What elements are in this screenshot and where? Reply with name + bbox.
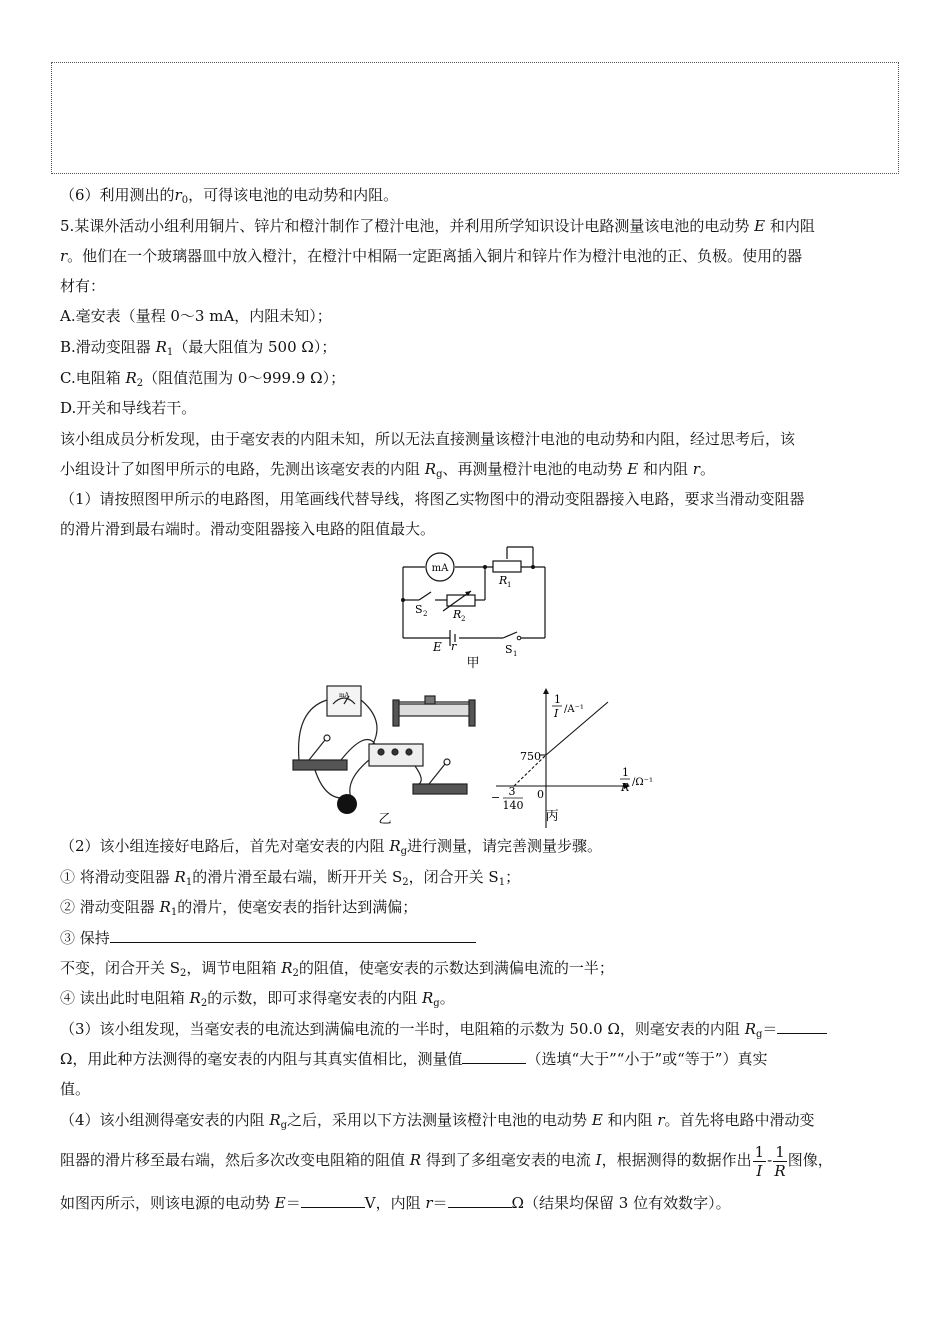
- part2-line1: （2）该小组连接好电路后，首先对毫安表的内阻 $R_g$进行测量，请完善测量步骤。: [60, 837, 603, 857]
- circuit-diagram-jia: [395, 545, 555, 675]
- part4-line1: （4）该小组测得毫安表的内阻 $R_g$之后，采用以下方法测量该橙汁电池的电动势 E 和内阻 r。首先将电路中滑动变: [60, 1111, 815, 1131]
- x-label-num: 1: [622, 766, 629, 779]
- r1-label: R: [499, 574, 508, 587]
- r1-sub: 1: [507, 581, 512, 589]
- analysis-line1: 该小组成员分析发现，由于毫安表的内阻未知，所以无法直接测量该橙汁电池的电动势和内阻，经过思考后，该: [60, 430, 796, 448]
- step4-line: ④ 读出此时电阻箱 $R_2$的示数，即可求得毫安表的内阻 $R_g$。: [60, 989, 455, 1009]
- step3-continue-line: 不变，闭合开关 $S_2$，调节电阻箱 $R_2$的阻值，使毫安表的示数达到满偏电流的一半；: [60, 959, 614, 979]
- x-intercept-sign: −: [491, 791, 501, 804]
- part3-line2: Ω，用此种方法测得的毫安表的内阻与其真实值相比，测量值 （选填“大于”“小于”或“等于”）真实: [60, 1050, 768, 1068]
- answer-box: [51, 62, 899, 174]
- item-a: A.毫安表（量程 0～3 mA，内阻未知）；: [60, 307, 332, 325]
- x-intercept-den: 140: [502, 799, 524, 812]
- step3-line: ③ 保持: [60, 928, 476, 948]
- part4-line3: 如图丙所示，则该电源的电动势 E＝ V，内阻 r＝ Ω（结果均保留 3 位有效数字）。: [60, 1194, 731, 1212]
- step2-line: ② 滑动变阻器 $R_1$的滑片，使毫安表的指针达到满偏；: [60, 898, 418, 918]
- fraction-one-over-i: $\frac{1}{I}$: [754, 1142, 765, 1180]
- s1-sub: 1: [513, 650, 518, 658]
- item-b: B.滑动变阻器 $R_1$（最大阻值为 500 Ω）；: [60, 338, 337, 358]
- part4-line2: 阻器的滑片移至最右端，然后多次改变电阻箱的阻值 R 得到了多组毫安表的电流 I，根据测得的数据作出 $\frac{1}{I}$ - $\frac{1}{R}$ 图像，: [60, 1142, 833, 1180]
- part3-line3: 值。: [60, 1080, 91, 1098]
- fraction-one-over-r: $\frac{1}{R}$: [774, 1142, 786, 1180]
- comparison-blank[interactable]: [462, 1049, 526, 1064]
- x-label-den: R: [621, 781, 630, 794]
- part3-line1: （3）该小组发现，当毫安表的电流达到满偏电流的一半时，电阻箱的示数为 50.0 Ω，则毫安表的内阻 $R_g=$: [60, 1019, 827, 1039]
- y-label-num: 1: [554, 693, 561, 706]
- s1-label: S: [505, 643, 513, 656]
- x-unit: /Ω⁻¹: [632, 777, 653, 788]
- r2-sub: 2: [461, 615, 466, 623]
- part1-line2: 的滑片滑到最右端时。滑动变阻器接入电路的阻值最大。: [60, 520, 436, 538]
- caption-bing: 丙: [545, 809, 559, 824]
- s2-label: S: [415, 603, 423, 616]
- part1-line1: （1）请按照图甲所示的电路图，用笔画线代替导线，将图乙实物图中的滑动变阻器接入电路，要求当滑动变阻器: [60, 490, 805, 508]
- y-label-den: I: [554, 707, 559, 720]
- meter-label: mA: [431, 563, 449, 574]
- apparatus-drawing-yi: [285, 680, 485, 828]
- q5-intro-line2: r。他们在一个玻璃器皿中放入橙汁，在橙汁中相隔一定距离插入铜片和锌片作为橙汁电池的正、负极。使用的器: [60, 247, 803, 265]
- emf-answer-blank[interactable]: [301, 1193, 365, 1208]
- r2-label: R: [453, 608, 462, 621]
- caption-jia: 甲: [466, 656, 480, 671]
- q5-intro-line1: 5.某课外活动小组利用铜片、锌片和橙汁制作了橙汁电池，并利用所学知识设计电路测量该电池的电动势 E 和内阻: [60, 217, 815, 235]
- item-d: D.开关和导线若干。: [60, 399, 197, 417]
- analysis-line2: 小组设计了如图甲所示的电路，先测出该毫安表的内阻 $R_g$、再测量橙汁电池的电动势 E 和内阻 r。: [60, 460, 715, 480]
- item-c: C.电阻箱 $R_2$（阻值范围为 0～999.9 Ω）；: [60, 369, 346, 389]
- rg-answer-blank[interactable]: [777, 1019, 827, 1034]
- yi-meter-label: mA: [338, 692, 350, 699]
- graph-bing: [490, 688, 670, 836]
- x-intercept-num: 3: [508, 785, 516, 798]
- orange-battery-icon: [337, 794, 357, 814]
- q6-line: （6）利用测出的$r_0$，可得该电池的电动势和内阻。: [60, 186, 399, 206]
- caption-yi: 乙: [378, 812, 392, 827]
- s2-sub: 2: [423, 610, 428, 618]
- emf-label: E: [433, 640, 442, 654]
- y-intercept: 750: [520, 750, 541, 763]
- q5-intro-line3: 材有：: [60, 277, 106, 295]
- step1-line: ① 将滑动变阻器 $R_1$的滑片滑至最右端，断开开关 $S_2$，闭合开关 $S_1$；: [60, 868, 521, 888]
- origin-label: 0: [537, 788, 544, 801]
- internal-r-label: r: [451, 640, 457, 653]
- resistance-answer-blank[interactable]: [448, 1193, 512, 1208]
- y-unit: /A⁻¹: [564, 704, 584, 715]
- step3-blank[interactable]: [110, 928, 476, 943]
